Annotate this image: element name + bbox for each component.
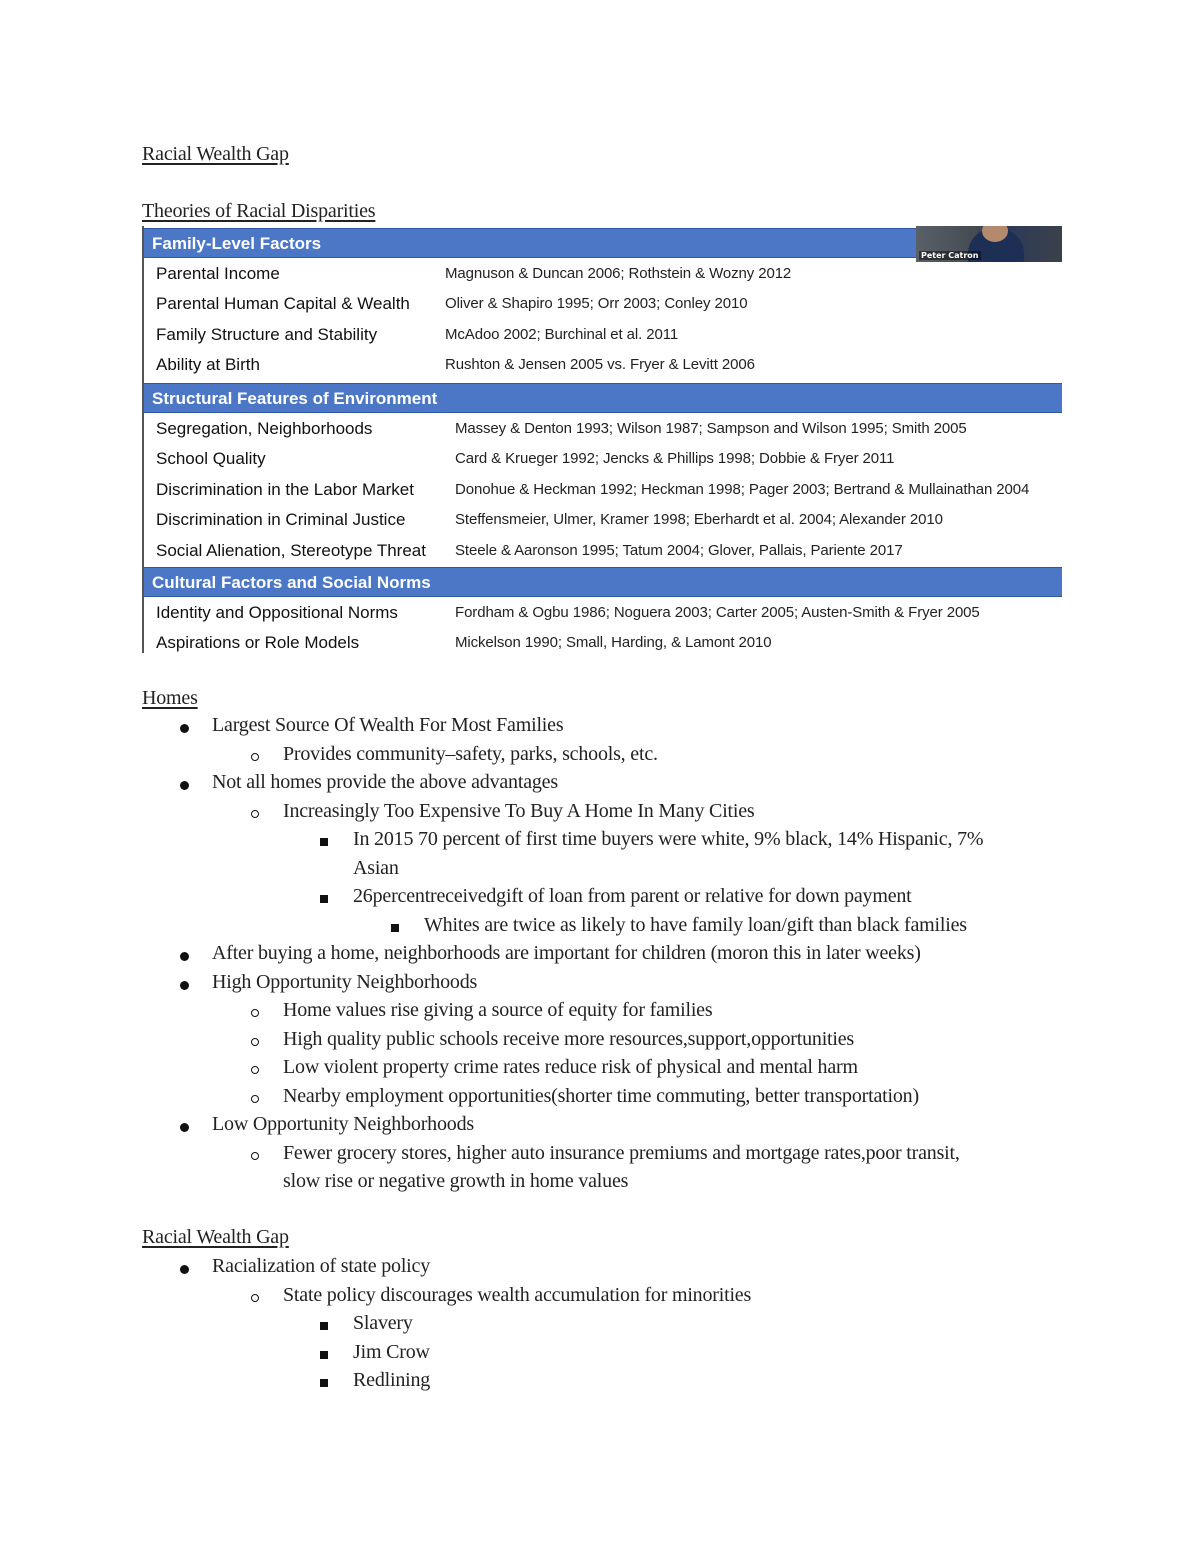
bullet-marker-icon (251, 753, 259, 761)
bullet-marker-icon (320, 1322, 328, 1330)
table-row (144, 350, 1062, 380)
list-item: Low violent property crime rates reduce risk of physical and mental harm (283, 1056, 858, 1078)
video-participant-name: Peter Catron (921, 251, 979, 260)
theories-table-screenshot (142, 226, 1062, 653)
table-row (144, 414, 1062, 444)
racial-wealth-gap-heading: Racial Wealth Gap (142, 1226, 289, 1248)
reference-citation: Oliver & Shapiro 1995; Orr 2003; Conley 2010 (445, 295, 748, 313)
table-row (144, 598, 1062, 628)
list-item: Slavery (353, 1312, 413, 1334)
factor-label: Parental Income (156, 264, 280, 283)
table-section-header: Cultural Factors and Social Norms (144, 567, 1062, 597)
table-row (144, 536, 1062, 566)
reference-citation: Fordham & Ogbu 1986; Noguera 2003; Carter 2005; Austen-Smith & Fryer 2005 (455, 604, 980, 621)
factor-label: Segregation, Neighborhoods (156, 419, 373, 438)
bullet-marker-icon (251, 1038, 259, 1046)
bullet-marker-icon (180, 781, 189, 790)
reference-citation: Steele & Aaronson 1995; Tatum 2004; Glover, Pallais, Pariente 2017 (455, 541, 903, 559)
factor-label: Ability at Birth (156, 355, 260, 375)
bullet-marker-icon (180, 1265, 189, 1274)
list-item: slow rise or negative growth in home values (283, 1170, 629, 1192)
list-item: Racialization of state policy (212, 1255, 431, 1277)
table-row (144, 505, 1062, 535)
list-item: After buying a home, neighborhoods are important for children (moron this in later weeks) (212, 942, 921, 964)
list-item: In 2015 70 percent of first time buyers were white, 9% black, 14% Hispanic, 7% (353, 828, 984, 850)
bullet-marker-icon (251, 1152, 259, 1160)
reference-citation: Massey & Denton 1993; Wilson 1987; Sampson and Wilson 1995; Smith 2005 (455, 420, 967, 437)
bullet-marker-icon (180, 1123, 189, 1132)
list-item: High Opportunity Neighborhoods (212, 970, 478, 993)
factor-label: School Quality (156, 449, 266, 469)
bullet-marker-icon (391, 924, 399, 932)
table-section-header: Family-Level Factors (144, 228, 916, 258)
bullet-marker-icon (320, 895, 328, 903)
factor-label: Social Alienation, Stereotype Threat (156, 540, 426, 560)
list-item: Asian (353, 856, 399, 879)
reference-citation: Rushton & Jensen 2005 vs. Fryer & Levitt 2006 (445, 356, 755, 374)
list-item: Redlining (353, 1369, 431, 1391)
bullet-marker-icon (251, 810, 259, 818)
list-item: Jim Crow (353, 1340, 430, 1363)
factor-label: Aspirations or Role Models (156, 633, 360, 653)
list-item: Home values rise giving a source of equity for families (283, 999, 713, 1021)
bullet-marker-icon (251, 1009, 259, 1017)
table-row (144, 475, 1062, 505)
bullet-marker-icon (180, 724, 189, 733)
reference-citation: Steffensmeier, Ulmer, Kramer 1998; Eberhardt et al. 2004; Alexander 2010 (455, 511, 943, 529)
reference-citation: McAdoo 2002; Burchinal et al. 2011 (445, 325, 679, 343)
table-row (144, 444, 1062, 474)
bullet-marker-icon (251, 1095, 259, 1103)
bullet-marker-icon (180, 981, 189, 990)
list-item: Low Opportunity Neighborhoods (212, 1113, 474, 1135)
table-row (144, 320, 1062, 350)
video-thumbnail (916, 226, 1062, 262)
table-row (144, 628, 1062, 658)
factor-label: Discrimination in the Labor Market (156, 479, 414, 499)
bullet-marker-icon (320, 1351, 328, 1359)
list-item: Provides community–safety, parks, schools, etc. (283, 742, 658, 765)
bullet-marker-icon (180, 952, 189, 961)
reference-citation: Mickelson 1990; Small, Harding, & Lamont 2010 (455, 634, 772, 652)
bullet-marker-icon (320, 1379, 328, 1387)
theories-heading: Theories of Racial Disparities (142, 200, 376, 222)
list-item: Not all homes provide the above advantages (212, 771, 558, 793)
list-item: 26percentreceivedgift of loan from parent or relative for down payment (353, 885, 912, 907)
factor-label: Family Structure and Stability (156, 324, 378, 344)
list-item: Nearby employment opportunities(shorter time commuting, better transportation) (283, 1084, 919, 1107)
bullet-marker-icon (320, 838, 328, 846)
table-row (144, 289, 1062, 319)
reference-citation: Card & Krueger 1992; Jencks & Phillips 1998; Dobbie & Fryer 2011 (455, 450, 895, 468)
reference-citation: Donohue & Heckman 1992; Heckman 1998; Pager 2003; Bertrand & Mullainathan 2004 (455, 480, 1030, 498)
factor-label: Identity and Oppositional Norms (156, 603, 398, 622)
list-item: High quality public schools receive more resources,support,opportunities (283, 1027, 855, 1050)
list-item: Increasingly Too Expensive To Buy A Home In Many Cities (283, 799, 755, 822)
table-row (144, 259, 1062, 289)
table-section-header: Structural Features of Environment (144, 383, 1062, 413)
list-item: Fewer grocery stores, higher auto insurance premiums and mortgage rates,poor transit, (283, 1141, 960, 1164)
list-item: Largest Source Of Wealth For Most Families (212, 714, 564, 736)
bullet-marker-icon (251, 1066, 259, 1074)
bullet-marker-icon (251, 1294, 259, 1302)
reference-citation: Magnuson & Duncan 2006; Rothstein & Wozny 2012 (445, 265, 792, 282)
page-title: Racial Wealth Gap (142, 143, 289, 165)
factor-label: Discrimination in Criminal Justice (156, 510, 406, 530)
factor-label: Parental Human Capital & Wealth (156, 294, 410, 314)
list-item: State policy discourages wealth accumulation for minorities (283, 1283, 752, 1306)
homes-heading: Homes (142, 687, 198, 709)
list-item: Whites are twice as likely to have family loan/gift than black families (424, 913, 967, 936)
